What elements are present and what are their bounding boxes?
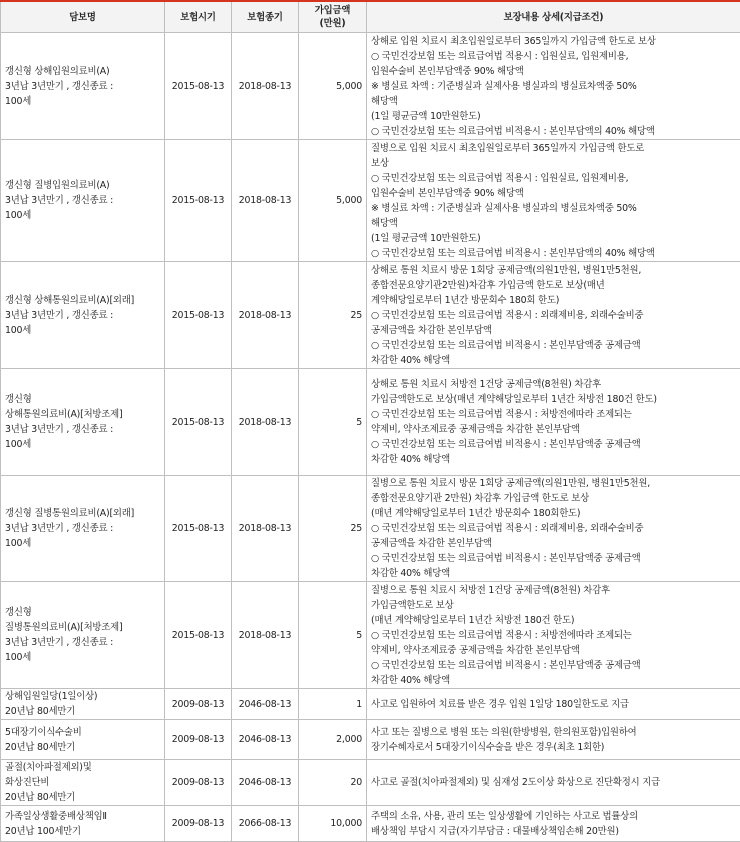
detail-line: ○ 국민건강보험 또는 의료급여법 적용시 : 처방전에따라 조제되는	[371, 628, 736, 643]
cell-detail	[367, 689, 740, 720]
cell-detail	[367, 476, 740, 582]
header-coverage-name: 담보명	[1, 1, 165, 33]
coverage-name-line: 갱신형 상해통원의료비(A)[외래]	[5, 293, 160, 308]
cell-coverage-name	[1, 582, 165, 689]
detail-line: 약제비, 약사조제료중 공제금액을 차감한 본인부담액	[371, 643, 736, 658]
cell-end-date: 2018-08-13	[232, 140, 299, 262]
cell-detail	[367, 806, 740, 842]
cell-coverage-name	[1, 369, 165, 476]
detail-line: 질병으로 입원 치료시 최초입원일로부터 365일까지 가입금액 한도로	[371, 141, 736, 156]
cell-detail	[367, 760, 740, 806]
coverage-name-line: 20년납 80세만기	[5, 790, 160, 805]
detail-line: 사고로 골절(치아파절제외) 및 심재성 2도이상 화상으로 진단확정시 지급	[371, 775, 736, 790]
coverage-name-line: 20년납 80세만기	[5, 704, 160, 719]
coverage-name-line: 100세	[5, 323, 160, 338]
cell-amount: 5	[299, 369, 367, 476]
detail-line: 차감한 40% 해당액	[371, 673, 736, 688]
header-amount	[299, 1, 367, 33]
cell-coverage-name	[1, 476, 165, 582]
coverage-name-line: 갱신형 질병통원의료비(A)[외래]	[5, 506, 160, 521]
cell-start-date: 2015-08-13	[165, 582, 232, 689]
cell-end-date: 2018-08-13	[232, 582, 299, 689]
cell-end-date: 2046-08-13	[232, 689, 299, 720]
cell-detail	[367, 140, 740, 262]
coverage-name-line: 100세	[5, 437, 160, 452]
coverage-name-line: 100세	[5, 650, 160, 665]
detail-line: ○ 국민건강보험 또는 의료급여법 비적용시 : 본인부담액중 공제금액	[371, 338, 736, 353]
detail-line: 질병으로 통원 치료시 방문 1회당 공제금액(의원1만원, 병원1만5천원,	[371, 476, 736, 491]
detail-line: 상해로 통원 치료시 방문 1회당 공제금액(의원1만원, 병원1만5천원,	[371, 263, 736, 278]
cell-amount: 25	[299, 262, 367, 369]
coverage-name-line: 3년납 3년만기 , 갱신종료 :	[5, 79, 160, 94]
cell-start-date: 2015-08-13	[165, 476, 232, 582]
header-amount-line1: 가입금액	[303, 4, 362, 17]
cell-start-date: 2015-08-13	[165, 33, 232, 140]
detail-line: ○ 국민건강보험 또는 의료급여법 비적용시 : 본인부담액의 40% 해당액	[371, 124, 736, 139]
detail-line: (1일 평균금액 10만원한도)	[371, 231, 736, 246]
detail-line: 종합전문요양기관2만원)차감후 가입금액 한도로 보상(매년	[371, 278, 736, 293]
detail-line: 사고 또는 질병으로 병원 또는 의원(한방병원, 한의원포함)입원하여	[371, 725, 736, 740]
coverage-name-line: 골절(치아파절제외)및	[5, 760, 160, 775]
detail-line: 상해로 통원 치료시 처방전 1건당 공제금액(8천원) 차감후	[371, 377, 736, 392]
header-amount-line2: (만원)	[303, 17, 362, 30]
detail-line: 계약해당일로부터 1년간 방문회수 180회 한도)	[371, 293, 736, 308]
table-header	[1, 1, 740, 33]
cell-end-date: 2046-08-13	[232, 720, 299, 760]
table-row	[1, 806, 740, 842]
detail-line: 보상	[371, 156, 736, 171]
coverage-name-line: 100세	[5, 208, 160, 223]
detail-line: ○ 국민건강보험 또는 의료급여법 비적용시 : 본인부담액의 40% 해당액	[371, 246, 736, 261]
detail-line: (매년 계약해당일로부터 1년간 방문회수 180회한도)	[371, 506, 736, 521]
cell-coverage-name	[1, 262, 165, 369]
detail-line: 약제비, 약사조제료중 공제금액을 차감한 본인부담액	[371, 422, 736, 437]
detail-line: 사고로 입원하여 치료를 받은 경우 입원 1일당 180일한도로 지급	[371, 697, 736, 712]
detail-line: 차감한 40% 해당액	[371, 566, 736, 581]
coverage-name-line: 20년납 80세만기	[5, 740, 160, 755]
detail-line: ○ 국민건강보험 또는 의료급여법 적용시 : 처방전에따라 조제되는	[371, 407, 736, 422]
cell-end-date: 2018-08-13	[232, 476, 299, 582]
cell-amount: 25	[299, 476, 367, 582]
table-row	[1, 582, 740, 689]
cell-end-date: 2046-08-13	[232, 760, 299, 806]
cell-start-date: 2009-08-13	[165, 806, 232, 842]
cell-start-date: 2009-08-13	[165, 760, 232, 806]
coverage-name-line: 갱신형	[5, 605, 160, 620]
coverage-name-line: 3년납 3년만기 , 갱신종료 :	[5, 193, 160, 208]
cell-amount: 20	[299, 760, 367, 806]
cell-amount: 5,000	[299, 33, 367, 140]
cell-coverage-name	[1, 689, 165, 720]
table-row	[1, 476, 740, 582]
detail-line: 입원수술비 본인부담액중 90% 해당액	[371, 186, 736, 201]
detail-line: 주택의 소유, 사용, 관리 또는 일상생활에 기인하는 사고로 법률상의	[371, 809, 736, 824]
cell-amount: 2,000	[299, 720, 367, 760]
cell-coverage-name	[1, 760, 165, 806]
detail-line: 종합전문요양기관 2만원) 차감후 가입금액 한도로 보상	[371, 491, 736, 506]
coverage-name-line: 화상진단비	[5, 775, 160, 790]
cell-end-date: 2018-08-13	[232, 369, 299, 476]
cell-amount: 1	[299, 689, 367, 720]
coverage-name-line: 20년납 100세만기	[5, 824, 160, 839]
detail-line: (매년 계약해당일로부터 1년간 처방전 180건 한도)	[371, 613, 736, 628]
cell-amount: 5	[299, 582, 367, 689]
cell-detail	[367, 369, 740, 476]
detail-line: 장기수혜자로서 5대장기이식수술을 받은 경우(최초 1회한)	[371, 740, 736, 755]
detail-line: ○ 국민건강보험 또는 의료급여법 적용시 : 외래제비용, 외래수술비중	[371, 308, 736, 323]
cell-start-date: 2009-08-13	[165, 720, 232, 760]
detail-line: 해당액	[371, 94, 736, 109]
cell-end-date: 2018-08-13	[232, 33, 299, 140]
cell-coverage-name	[1, 33, 165, 140]
table-row	[1, 369, 740, 476]
detail-line: ○ 국민건강보험 또는 의료급여법 적용시 : 입원실료, 입원제비용,	[371, 171, 736, 186]
table-row	[1, 262, 740, 369]
cell-detail	[367, 720, 740, 760]
coverage-name-line: 갱신형	[5, 392, 160, 407]
detail-line: 공제금액을 차감한 본인부담액	[371, 536, 736, 551]
cell-start-date: 2015-08-13	[165, 262, 232, 369]
coverage-name-line: 3년납 3년만기 , 갱신종료 :	[5, 635, 160, 650]
cell-amount: 10,000	[299, 806, 367, 842]
cell-end-date: 2018-08-13	[232, 262, 299, 369]
coverage-name-line: 질병통원의료비(A)[처방조제]	[5, 620, 160, 635]
header-detail: 보장내용 상세(지급조건)	[367, 1, 740, 33]
detail-line: ○ 국민건강보험 또는 의료급여법 비적용시 : 본인부담액중 공제금액	[371, 437, 736, 452]
detail-line: ○ 국민건강보험 또는 의료급여법 비적용시 : 본인부담액중 공제금액	[371, 658, 736, 673]
coverage-name-line: 상해입원일당(1일이상)	[5, 689, 160, 704]
cell-coverage-name	[1, 720, 165, 760]
table-row	[1, 760, 740, 806]
coverage-name-line: 5대장기이식수술비	[5, 725, 160, 740]
cell-detail	[367, 33, 740, 140]
cell-coverage-name	[1, 806, 165, 842]
detail-line: 차감한 40% 해당액	[371, 353, 736, 368]
table-row	[1, 140, 740, 262]
cell-start-date: 2015-08-13	[165, 140, 232, 262]
coverage-name-line: 3년납 3년만기 , 갱신종료 :	[5, 308, 160, 323]
detail-line: 배상책임 부담시 지급(자기부담금 : 대물배상책임손해 20만원)	[371, 824, 736, 839]
coverage-name-line: 갱신형 상해입원의료비(A)	[5, 64, 160, 79]
detail-line: ※ 병실료 차액 : 기준병실과 실제사용 병실과의 병실료차액중 50%	[371, 201, 736, 216]
cell-start-date: 2009-08-13	[165, 689, 232, 720]
cell-detail	[367, 262, 740, 369]
detail-line: ○ 국민건강보험 또는 의료급여법 적용시 : 입원실료, 입원제비용,	[371, 49, 736, 64]
header-end-date: 보험종기	[232, 1, 299, 33]
table-body	[1, 33, 740, 842]
coverage-name-line: 가족일상생활중배상책임Ⅱ	[5, 809, 160, 824]
table-row	[1, 720, 740, 760]
detail-line: 해당액	[371, 216, 736, 231]
coverage-name-line: 갱신형 질병입원의료비(A)	[5, 178, 160, 193]
detail-line: ○ 국민건강보험 또는 의료급여법 적용시 : 외래제비용, 외래수술비중	[371, 521, 736, 536]
coverage-name-line: 3년납 3년만기 , 갱신종료 :	[5, 422, 160, 437]
detail-line: 질병으로 통원 치료시 처방전 1건당 공제금액(8천원) 차감후	[371, 583, 736, 598]
detail-line: 상해로 입원 치료시 최초입원일로부터 365일까지 가입금액 한도로 보상	[371, 34, 736, 49]
detail-line: ○ 국민건강보험 또는 의료급여법 비적용시 : 본인부담액중 공제금액	[371, 551, 736, 566]
coverage-name-line: 100세	[5, 536, 160, 551]
detail-line: 가입금액한도로 보상	[371, 598, 736, 613]
detail-line: 입원수술비 본인부담액중 90% 해당액	[371, 64, 736, 79]
detail-line: 가입금액한도로 보상(매년 계약해당일로부터 1년간 처방전 180건 한도)	[371, 392, 736, 407]
cell-end-date: 2066-08-13	[232, 806, 299, 842]
coverage-name-line: 3년납 3년만기 , 갱신종료 :	[5, 521, 160, 536]
header-start-date: 보험시기	[165, 1, 232, 33]
detail-line: 공제금액을 차감한 본인부담액	[371, 323, 736, 338]
detail-line: ※ 병실료 차액 : 기준병실과 실제사용 병실과의 병실료차액중 50%	[371, 79, 736, 94]
detail-line: 차감한 40% 해당액	[371, 452, 736, 467]
cell-detail	[367, 582, 740, 689]
cell-coverage-name	[1, 140, 165, 262]
cell-start-date: 2015-08-13	[165, 369, 232, 476]
coverage-name-line: 상해통원의료비(A)[처방조제]	[5, 407, 160, 422]
cell-amount: 5,000	[299, 140, 367, 262]
coverage-name-line: 100세	[5, 94, 160, 109]
table-row	[1, 689, 740, 720]
detail-line: (1일 평균금액 10만원한도)	[371, 109, 736, 124]
table-row	[1, 33, 740, 140]
